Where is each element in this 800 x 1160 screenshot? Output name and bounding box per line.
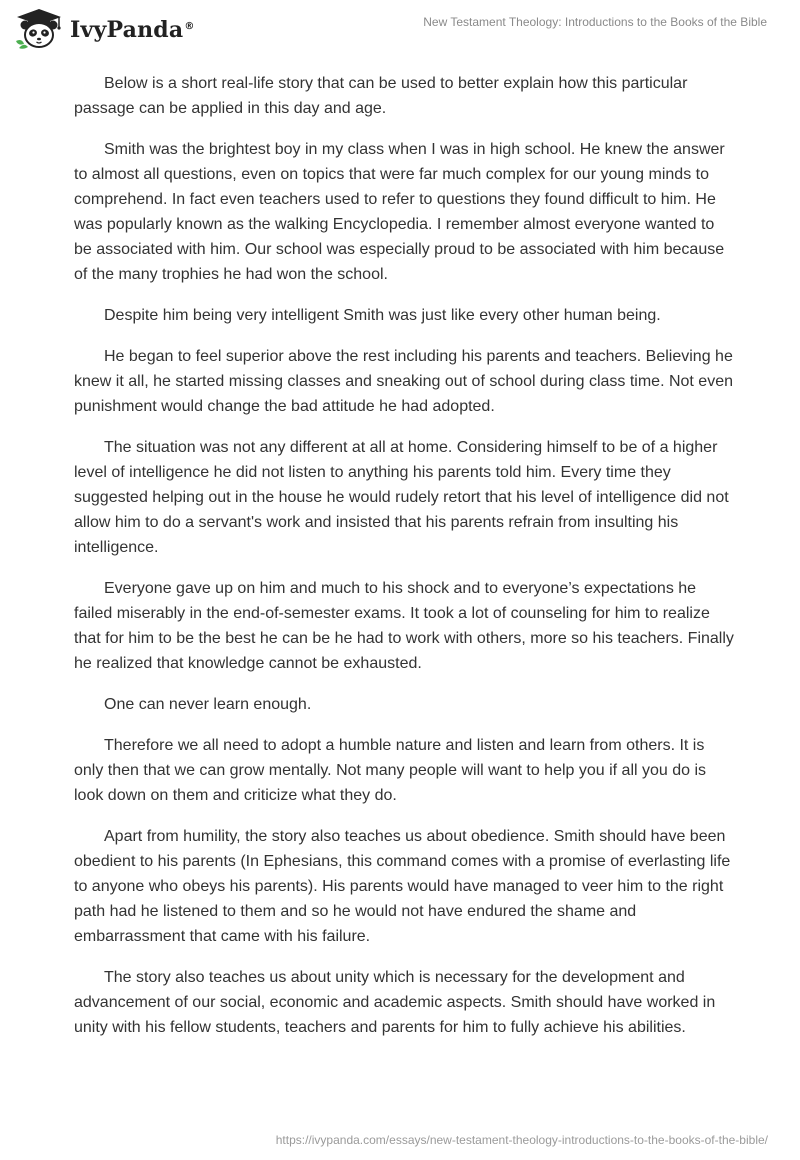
paragraph: Smith was the brightest boy in my class when I was in high school. He knew the answer to almost all questions, even on topics that were far much complex for our young minds to comprehend. In fact even teachers used to refer to questions they found difficult to him. He was popularly known as the walking Encyclopedia. I remember almost everyone wanted to be associated with him. Our school was especially proud to be associated with him because of the many trophies he had won the school.	[74, 141, 725, 283]
logo-wordmark	[70, 19, 195, 41]
paragraph: Despite him being very intelligent Smith was just like every other human being.	[104, 307, 661, 324]
ivypanda-logo[interactable]	[14, 9, 195, 49]
essay-body	[74, 71, 734, 1056]
document-title: New Testament Theology: Introductions to the Books of the Bible	[423, 15, 767, 29]
panda-graduate-icon	[14, 8, 64, 50]
page-header	[0, 0, 800, 60]
paragraph: Apart from humility, the story also teaches us about obedience. Smith should have been obedient to his parents (In Ephesians, this command comes with a promise of everlasting life to anyone who obeys his parents). His parents would have managed to veer him to the right path had he listened to them and so he would not have endured the shame and embarrassment that came with his failure.	[74, 828, 731, 945]
paragraph: One can never learn enough.	[104, 696, 312, 713]
logo-registered-mark: ®	[184, 20, 195, 32]
paragraph: He began to feel superior above the rest including his parents and teachers. Believing he knew it all, he started missing classes and sneaking out of school during class time. Not even punishment would change the bad attitude he had adopted.	[74, 348, 733, 415]
paragraph: Everyone gave up on him and much to his shock and to everyone’s expectations he failed miserably in the end-of-semester exams. It took a lot of counseling for him to realize that for him to be the best he can be he had to work with others, more so his teachers. Finally he realized that knowledge cannot be exhausted.	[74, 580, 734, 672]
paragraph: Below is a short real-life story that can be used to better explain how this particular passage can be applied in this day and age.	[74, 75, 688, 117]
source-url-link[interactable]: https://ivypanda.com/essays/new-testament-theology-introductions-to-the-books-of-the-bible/	[275, 1133, 768, 1147]
paragraph: The situation was not any different at all at home. Considering himself to be of a higher level of intelligence he did not listen to anything his parents told him. Every time they suggested helping out in the house he would rudely retort that his level of intelligence did not allow him to do a servant's work and insisted that his parents refrain from insulting his intelligence.	[74, 439, 729, 556]
logo-name: IvyPanda	[70, 17, 184, 43]
paragraph: Therefore we all need to adopt a humble nature and listen and learn from others. It is only then that we can grow mentally. Not many people will want to help you if all you do is look down on them and criticize what they do.	[74, 737, 707, 804]
paragraph: The story also teaches us about unity which is necessary for the development and advancement of our social, economic and academic aspects. Smith should have worked in unity with his fellow students, teachers and parents for him to fully achieve his abilities.	[74, 969, 716, 1036]
